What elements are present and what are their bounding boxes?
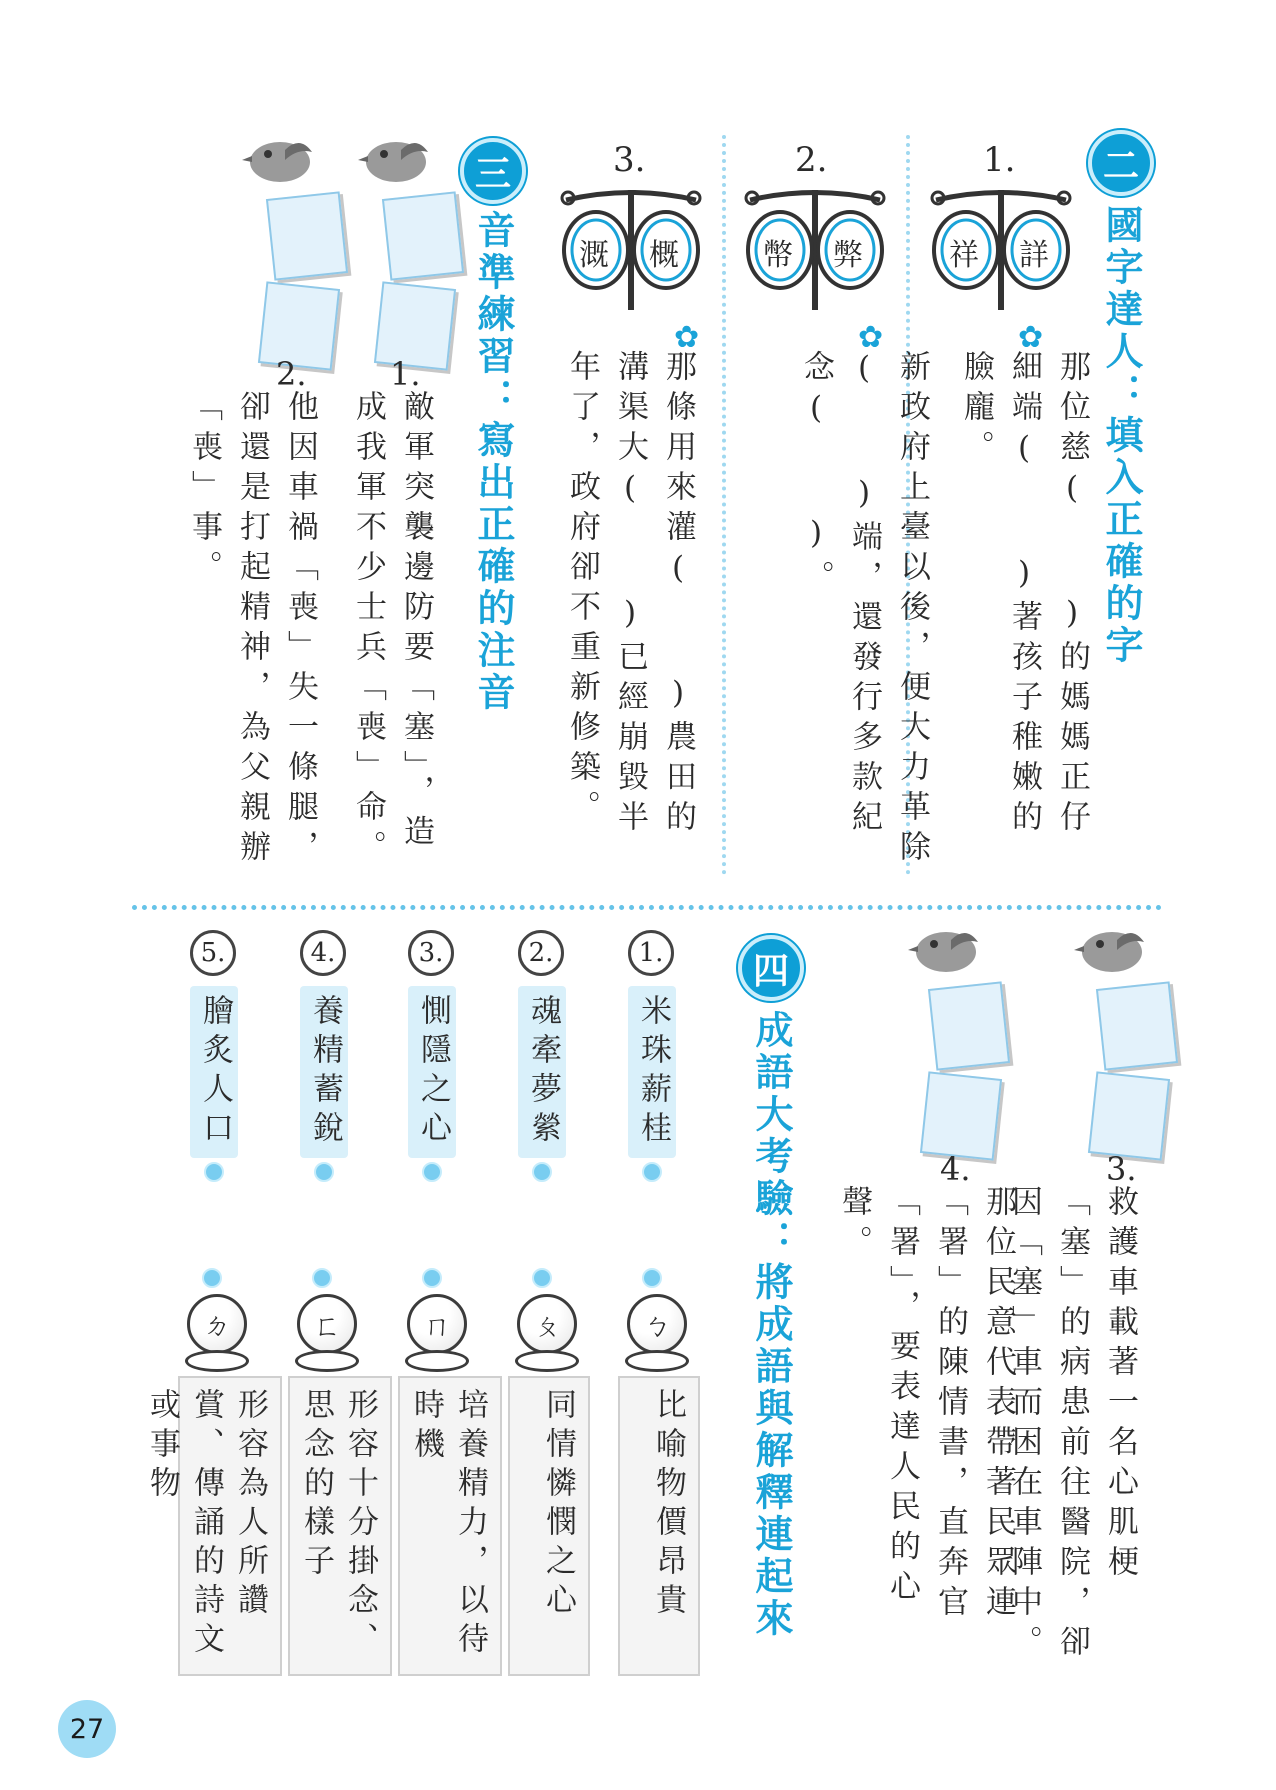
- s2-item2-sentence: 新政府上臺以後，便大力革除( )端，還發行多款紀念( )。: [798, 350, 930, 870]
- ball-base: [185, 1350, 249, 1372]
- answer-text: 培養精力，以待時機: [398, 1376, 502, 1676]
- bird-icon: [906, 920, 986, 980]
- answer-card: [1096, 981, 1178, 1070]
- answer-text: 形容十分掛念、思念的樣子: [288, 1376, 392, 1676]
- idiom-number: 1.: [628, 930, 674, 976]
- s3-item4-number: 4.: [940, 1150, 971, 1188]
- flower-icon: ✿: [858, 320, 884, 355]
- connector-dot[interactable]: [642, 1162, 662, 1182]
- idiom-text: 養精蓄銳: [300, 986, 348, 1158]
- answer-key: ㄆ: [517, 1294, 577, 1354]
- answer-card: [266, 191, 348, 280]
- connector-dot[interactable]: [314, 1162, 334, 1182]
- s2-item3-sentence: 那條用來灌( )農田的溝渠大( )已經崩毀半年了，政府卻不重新修築。: [564, 350, 696, 840]
- answer-text: 同情憐憫之心: [508, 1376, 590, 1676]
- answer-3: [398, 1268, 502, 1676]
- idiom-number: 2.: [518, 930, 564, 976]
- idiom-2: [518, 930, 566, 1182]
- answer-key: ㄇ: [407, 1294, 467, 1354]
- s3-item2-number: 2.: [276, 355, 307, 393]
- connector-dot[interactable]: [204, 1162, 224, 1182]
- answer-text: 形容為人所讚賞、傳誦的詩文或事物: [178, 1376, 282, 1676]
- idiom-text: 惻隱之心: [408, 986, 456, 1158]
- idiom-5: [190, 930, 238, 1182]
- ball-base: [625, 1350, 689, 1372]
- s3-item1-number: 1.: [390, 355, 421, 393]
- answer-card: [928, 981, 1010, 1070]
- section3-title: 音準練習：寫出正確的注音: [471, 210, 515, 714]
- s3-item4-sentence: 那位民意代表帶著民眾連「署」的陳情書，直奔官「署」，要表達人民的心聲。: [836, 1185, 1016, 1625]
- s2-item3-number: 3.: [613, 140, 646, 180]
- answer-2: [508, 1268, 590, 1676]
- page-number: 27: [58, 1700, 116, 1758]
- ball-base: [515, 1350, 579, 1372]
- section2-title: 國字達人：填入正確的字: [1099, 205, 1143, 667]
- connector-dot[interactable]: [642, 1268, 662, 1288]
- bird-icon: [1072, 920, 1152, 980]
- idiom-text: 米珠薪桂: [628, 986, 676, 1158]
- answer-key: ㄉ: [187, 1294, 247, 1354]
- section2-badge: 二: [1088, 130, 1154, 196]
- s3-item1-sentence: 敵軍突襲邊防要「塞」，造成我軍不少士兵「喪」命。: [350, 390, 434, 870]
- s2-item2-char-b: 幣: [763, 238, 793, 273]
- idiom-3: [408, 930, 456, 1182]
- s2-item1-number: 1.: [983, 140, 1016, 180]
- ball-base: [295, 1350, 359, 1372]
- idiom-text: 魂牽夢縈: [518, 986, 566, 1158]
- idiom-number: 3.: [408, 930, 454, 976]
- idiom-text: 膾炙人口: [190, 986, 238, 1158]
- s2-item2-char-a: 弊: [833, 238, 863, 273]
- answer-5: [144, 1268, 282, 1676]
- ball-base: [405, 1350, 469, 1372]
- connector-dot[interactable]: [312, 1268, 332, 1288]
- answer-card: [1088, 1071, 1170, 1160]
- answer-4: [288, 1268, 392, 1676]
- section3-badge: 三: [460, 138, 526, 204]
- connector-dot[interactable]: [532, 1268, 552, 1288]
- flower-icon: ✿: [1018, 320, 1044, 355]
- answer-card: [382, 191, 464, 280]
- section4-badge: 四: [738, 935, 804, 1001]
- connector-dot[interactable]: [422, 1268, 442, 1288]
- bird-icon: [356, 130, 436, 190]
- divider: [722, 135, 726, 875]
- answer-1: [618, 1268, 700, 1676]
- bird-icon: [240, 130, 320, 190]
- connector-dot[interactable]: [422, 1162, 442, 1182]
- s3-item2-sentence: 他因車禍「喪」失一條腿，卻還是打起精神，為父親辦「喪」事。: [186, 390, 318, 870]
- idiom-number: 4.: [300, 930, 346, 976]
- s2-item1-sentence: 那位慈( )的媽媽正仔細端( )著孩子稚嫩的臉龐。: [958, 350, 1090, 840]
- section4-title: 成語大考驗：將成語與解釋連起來: [749, 1010, 793, 1640]
- s2-item1-char-b: 祥: [949, 238, 979, 273]
- answer-key: ㄈ: [297, 1294, 357, 1354]
- s2-item3-char-b: 溉: [579, 238, 609, 273]
- s3-item3-number: 3.: [1106, 1150, 1137, 1188]
- flower-icon: ✿: [674, 320, 700, 355]
- s2-item2-number: 2.: [795, 140, 828, 180]
- s2-item1-char-a: 詳: [1019, 238, 1049, 273]
- s2-item3-char-a: 概: [649, 238, 679, 273]
- idiom-1: [628, 930, 676, 1182]
- s3-item3-sentence: 救護車載著一名心肌梗「塞」的病患前往醫院，卻因「塞」車而困在車陣中。: [1006, 1185, 1138, 1665]
- answer-text: 比喻物價昂貴: [618, 1376, 700, 1676]
- answer-card: [920, 1071, 1002, 1160]
- connector-dot[interactable]: [202, 1268, 222, 1288]
- answer-key: ㄅ: [627, 1294, 687, 1354]
- section-divider: [132, 905, 1162, 910]
- idiom-number: 5.: [190, 930, 236, 976]
- connector-dot[interactable]: [532, 1162, 552, 1182]
- idiom-4: [300, 930, 348, 1182]
